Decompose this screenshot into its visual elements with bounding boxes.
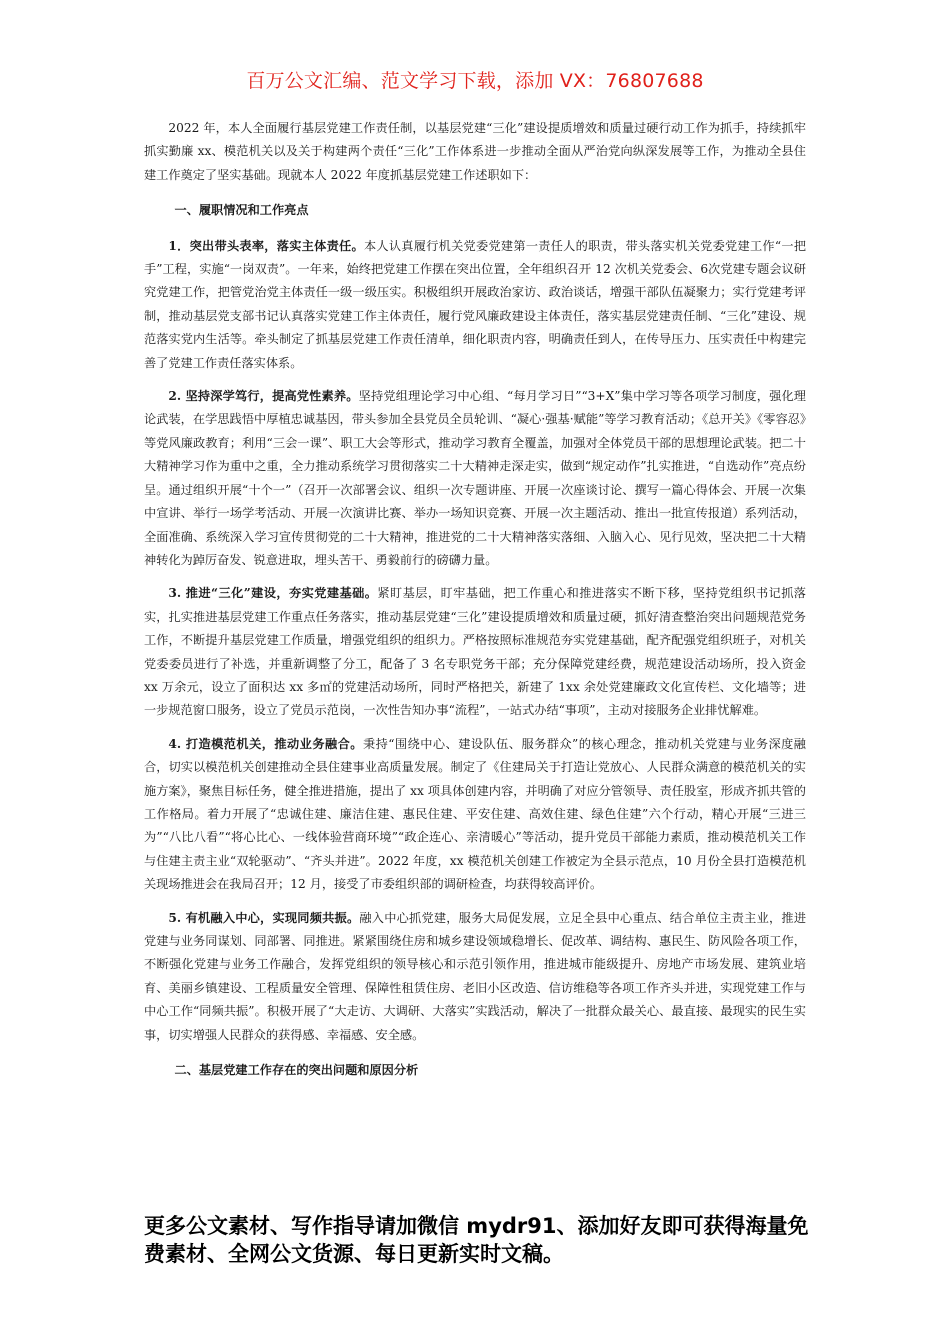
promo-footer: 更多公文素材、写作指导请加微信 mydr91、添加好友即可获得海量免费素材、全网公文货源、每日更新实时文稿。 [144, 1214, 809, 1266]
paragraph-item-4 [144, 733, 806, 897]
paragraph-item-5 [144, 907, 806, 1047]
paragraph-item-2 [144, 385, 806, 572]
item-5-lead: 5. 有机融入中心，实现同频共振。 [168, 910, 360, 925]
paragraph-item-1 [144, 235, 806, 375]
item-1-body: 本人认真履行机关党委党建第一责任人的职责，带头落实机关党委党建工作“一把手”工程，实施“一岗双责”。一年来，始终把党建工作摆在突出位置，全年组织召开 12 次机关党委会、6次党建专题会议研究党建工作，把管党治党主体责任一级一级压实。积极组织开展政治家访、政治谈话，增强干部队伍凝聚力；实行党建考评制，推动基层党支部书记认真落实党建工作主体责任，履行党风廉政建设主体责任，落实基层党建责任制、“三化”建设、规范落实党内生活等。牵头制定了抓基层党建工作责任清单，细化职责内容，明确责任到人，在传导压力、压实责任中构建完善了党建工作责任落实体系。 [144, 238, 807, 370]
paragraph-item-3 [144, 582, 806, 722]
item-5-body: 融入中心抓党建，服务大局促发展，立足全县中心重点、结合单位主责主业，推进党建与业务同谋划、同部署、同推进。紧紧围绕住房和城乡建设领域稳增长、促改革、调结构、惠民生、防风险各项工作，不断强化党建与业务工作融合，发挥党组织的领导核心和示范引领作用，推进城市能级提升、房地产市场发展、建筑业培育、美丽乡镇建设、工程质量安全管理、保障性租赁住房、老旧小区改造、信访维稳等各项工作齐头并进，实现党建工作与中心工作“同频共振”。积极开展了“大走访、大调研、大落实”实践活动，解决了一批群众最关心、最直接、最现实的民生实事，切实增强人民群众的获得感、幸福感、安全感。 [144, 910, 807, 1042]
section-2-heading: 二、基层党建工作存在的突出问题和原因分析 [174, 1063, 419, 1078]
item-2-lead: 2. 坚持深学笃行，提高党性素养。 [168, 389, 359, 404]
item-3-lead: 3. 推进“三化”建设，夯实党建基础。 [168, 586, 378, 601]
intro-paragraph: 2022 年，本人全面履行基层党建工作责任制，以基层党建“三化”建设提质增效和质量过硬行动工作为抓手，持续抓牢抓实勤廉 xx、模范机关以及关于构建两个责任“三化”工作体系进一步推动全面从严治党向纵深发展等工作，为推动全县住建工作奠定了坚实基础。现就本人 2022 年度抓基层党建工作述职如下： [144, 121, 806, 182]
item-1-lead: 1．突出带头表率，落实主体责任。 [168, 238, 364, 253]
document-body [144, 117, 806, 1082]
item-3-body: 紧盯基层，盯牢基础，把工作重心和推进落实不断下移，坚持党组织书记抓落实，扎实推进基层党建工作重点任务落实，推动基层党建“三化”建设提质增效和质量过硬，抓好清查整治突出问题规范党务工作，不断提升基层党建工作质量，增强党组织的组织力。严格按照标准规范夯实党建基础，配齐配强党组织班子，对机关党委委员进行了补选，并重新调整了分工，配备了 3 名专职党务干部；充分保障党建经费，规范建设活动场所，投入资金 xx 万余元，设立了面积达 xx 多㎡的党建活动场所，同时严格把关，新建了 1xx 余处党建廉政文化宣传栏、文化墙等；进一步规范窗口服务，设立了党员示范岗，一次性告知办事“流程”，一站式办结“事项”，主动对接服务企业排忧解难。 [144, 586, 806, 718]
item-4-body: 秉持“围绕中心、建设队伍、服务群众”的核心理念，推动机关党建与业务深度融合，切实以模范机关创建推动全县住建事业高质量发展。制定了《住建局关于打造让党放心、人民群众满意的模范机关的实施方案》，聚焦目标任务，健全推进措施，提出了 xx 项具体创建内容，并明确了对应分管领导、责任股室，形成齐抓共管的工作格局。着力开展了“忠诚住建、廉洁住建、惠民住建、平安住建、高效住建、绿色住建”六个行动，精心开展“三进三为”“八比八看”“将心比心、一线体验营商环境”“政企连心、亲清暖心”等活动，提升党员干部能力素质，推动模范机关工作与住建主责主业“双轮驱动”、“齐头并进”。2022 年度，xx 模范机关创建工作被定为全县示范点，10 月份全县打造模范机关现场推进会在我局召开；12 月，接受了市委组织部的调研检查，均获得较高评价。 [144, 736, 806, 892]
item-4-lead: 4. 打造模范机关，推动业务融合。 [168, 736, 363, 751]
item-2-body: 坚持党组理论学习中心组、“每月学习日”“3+X”集中学习等各项学习制度，强化理论武装，在学思践悟中厚植忠诚基因，带头参加全县党员全员轮训、“凝心·强基·赋能”等学习教育活动；《总开关》《零容忍》等党风廉政教育；利用“三会一课”、职工大会等形式，推动学习教育全覆盖，加强对全体党员干部的思想理论武装。把二十大精神学习作为重中之重，全力推动系统学习贯彻落实二十大精神走深走实，做到“规定动作”扎实推进，“自选动作”亮点纷呈。通过组织开展“十个一”（召开一次部署会议、组织一次专题讲座、开展一次座谈讨论、撰写一篇心得体会、开展一次集中宣讲、举行一场学考活动、开展一次演讲比赛、举办一场知识竞赛、开展一次主题活动、推出一批宣传报道）系列活动，全面准确、系统深入学习宣传贯彻党的二十大精神，推进党的二十大精神落实落细、入脑入心、见行见效，坚决把二十大精神转化为踔厉奋发、锐意进取，埋头苦干、勇毅前行的磅礴力量。 [144, 389, 806, 567]
promo-banner: 百万公文汇编、范文学习下载，添加 VX：76807688 [246, 70, 704, 92]
section-1-heading: 一、履职情况和工作亮点 [174, 203, 309, 218]
